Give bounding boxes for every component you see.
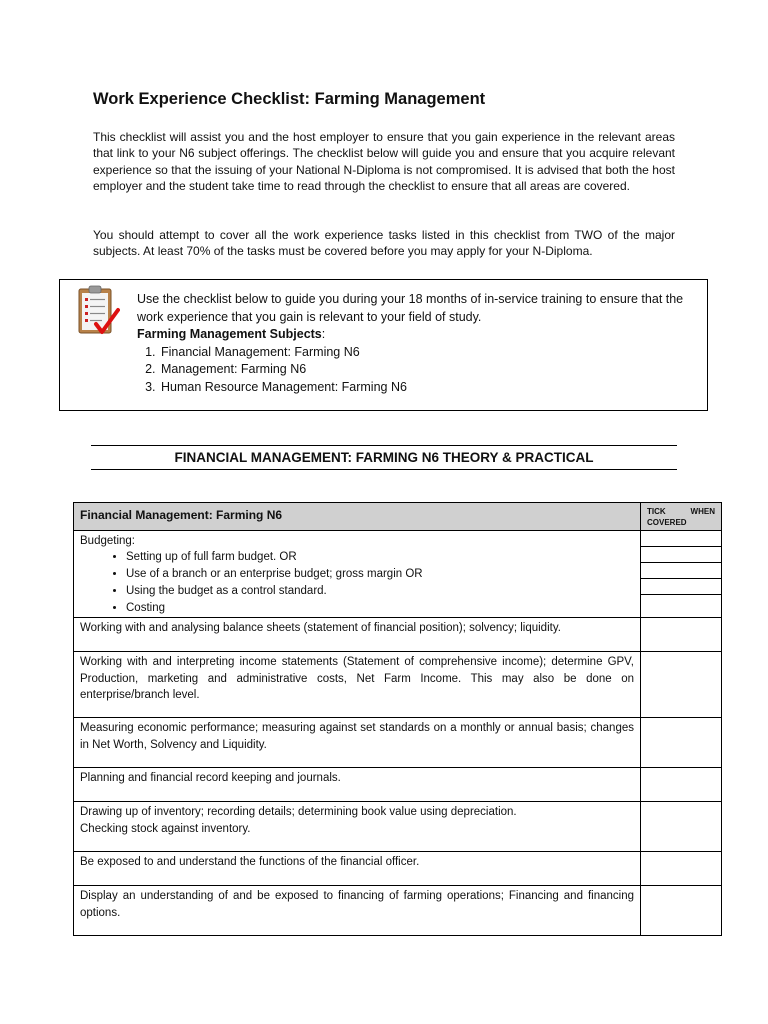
info-box-text xyxy=(137,291,705,396)
budgeting-label: Budgeting: xyxy=(80,535,135,547)
table-row xyxy=(74,531,722,618)
task-cell: Display an understanding of and be exposed to financing of farming operations; Financing and financing options. xyxy=(74,886,641,936)
tick-cell[interactable] xyxy=(641,531,722,618)
checklist-table xyxy=(73,502,722,936)
info-box xyxy=(59,279,708,411)
section-rule-top xyxy=(91,445,677,446)
subjects-heading-line xyxy=(137,326,705,344)
budgeting-cell xyxy=(74,531,641,618)
table-header-tick xyxy=(641,503,722,531)
tick-cell[interactable] xyxy=(641,718,722,768)
subject-item: 3. Human Resource Management: Farming N6 xyxy=(159,379,705,397)
checklist-clipboard-icon xyxy=(76,284,120,338)
inventory-line-1: Drawing up of inventory; recording details; determining book value using depreciation. xyxy=(80,806,517,819)
list-item: • Setting up of full farm budget. OR xyxy=(126,549,634,566)
table-header-row xyxy=(74,503,722,531)
tick-cell[interactable] xyxy=(641,618,722,652)
tick-header-covered: COVERED xyxy=(647,518,687,527)
list-item: • Using the budget as a control standard. xyxy=(126,583,634,600)
task-cell: Be exposed to and understand the functions of the financial officer. xyxy=(74,852,641,886)
inventory-line-2: Checking stock against inventory. xyxy=(80,822,251,835)
task-cell xyxy=(74,802,641,852)
tick-cell[interactable] xyxy=(641,802,722,852)
tick-cell[interactable] xyxy=(641,852,722,886)
info-box-instruction: Use the checklist below to guide you during your 18 months of in-service training to ensure that the work experience that you gain is relevant to your field of study. xyxy=(137,292,684,324)
table-row xyxy=(74,802,722,852)
task-cell: Working with and analysing balance sheets (statement of financial position); solvency; liquidity. xyxy=(74,618,641,652)
tick-box[interactable] xyxy=(641,531,721,547)
tick-cell[interactable] xyxy=(641,768,722,802)
table-row xyxy=(74,886,722,936)
tick-header-right: WHEN xyxy=(690,507,715,516)
task-cell: Working with and interpreting income statements (Statement of comprehensive income); determine GPV, Production, marketing and administrative costs, Net Farm Income. This may also be done on enterprise/branch level. xyxy=(74,652,641,718)
task-cell: Measuring economic performance; measuring against set standards on a monthly or annual basis; changes in Net Worth, Solvency and Liquidity. xyxy=(74,718,641,768)
subjects-heading-colon: : xyxy=(321,327,326,341)
intro-paragraph-2: You should attempt to cover all the work experience tasks listed in this checklist from TWO of the major subjects. At least 70% of the tasks must be covered before you may apply for your N-Diploma. xyxy=(93,228,675,259)
section-rule-bottom xyxy=(91,469,677,470)
budgeting-list xyxy=(80,549,634,617)
table-row xyxy=(74,618,722,652)
subject-item: 2. Management: Farming N6 xyxy=(159,361,705,379)
page-title: Work Experience Checklist: Farming Management xyxy=(93,90,486,108)
tick-header-left: TICK xyxy=(647,507,666,516)
table-row xyxy=(74,768,722,802)
task-cell: Planning and financial record keeping and journals. xyxy=(74,768,641,802)
intro-paragraph-1: This checklist will assist you and the host employer to ensure that you gain experience in the relevant areas that link to your N6 subject offerings. The checklist below will guide you and ensure that you acquire relevant experience so that the issuing of your National N-Diploma is not compromised. It is advised that both the host employer and the student take time to read through the checklist to ensure that all areas are covered. xyxy=(93,130,675,193)
table-row xyxy=(74,852,722,886)
list-item: • Costing xyxy=(126,600,634,617)
tick-box[interactable] xyxy=(641,547,721,563)
subjects-heading: Farming Management Subjects xyxy=(137,327,322,341)
table-row xyxy=(74,652,722,718)
tick-cell[interactable] xyxy=(641,652,722,718)
table-header-subject: Financial Management: Farming N6 xyxy=(74,503,641,531)
subject-item: 1. Financial Management: Farming N6 xyxy=(159,344,705,362)
tick-box[interactable] xyxy=(641,563,721,579)
section-title: FINANCIAL MANAGEMENT: FARMING N6 THEORY & PRACTICAL xyxy=(174,450,594,465)
tick-box[interactable] xyxy=(641,579,721,595)
tick-cell[interactable] xyxy=(641,886,722,936)
list-item: • Use of a branch or an enterprise budget; gross margin OR xyxy=(126,566,634,583)
table-row xyxy=(74,718,722,768)
tick-box[interactable] xyxy=(641,595,721,611)
subjects-list xyxy=(137,344,705,397)
